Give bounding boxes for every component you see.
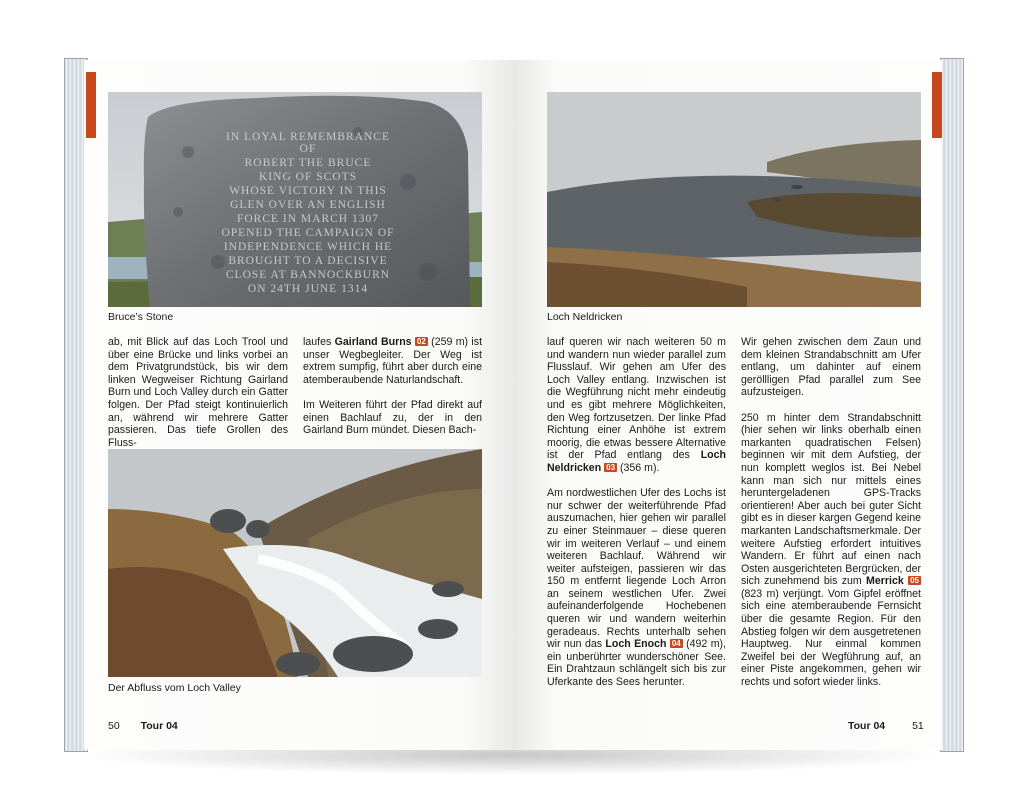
- right-column-2: [741, 336, 921, 701]
- inscription-line: BROUGHT TO A DECISIVE: [228, 255, 388, 267]
- page-number: 51: [912, 720, 924, 732]
- caption-bruces-stone: Bruce’s Stone: [108, 311, 174, 323]
- waypoint-badge: 02: [416, 337, 426, 346]
- photo-loch-neldricken: [547, 92, 921, 307]
- waypoint-badge: 05: [910, 576, 919, 586]
- bruces-stone-illustration: [108, 92, 482, 307]
- inscription-line: ON 24TH JUNE 1314: [247, 283, 369, 295]
- waypoint-name: Loch Enoch: [605, 638, 667, 651]
- chapter-tab-left: [86, 72, 96, 138]
- running-title: Tour 04: [848, 720, 886, 732]
- photo-loch-valley-outflow: [108, 449, 482, 677]
- chapter-tab-right: [932, 72, 942, 138]
- inscription-line: GLEN OVER AN ENGLISH: [230, 199, 386, 211]
- running-title: Tour 04: [140, 720, 178, 732]
- paragraph: lauf queren wir nach weiteren 50 m und wandern nun wieder parallel zum Flusslauf. Wir gehen am Ufer des Loch Valley entlang. Inzwischen ist die Wegführung nicht mehr eindeutig und es gibt mehrere Möglichkeiten, den Weg fortzusetzen. Der linke Pfad Richtung einer Anhöhe ist extrem moorig, die etwas bessere Alternative ist der Pfad entlang des Loch Neldricken 03 (356 m).: [547, 336, 726, 474]
- paragraph: 250 m hinter dem Strandabschnitt (hier sehen wir links oberhalb einen markanten quadratischen Felsen) beginnen wir mit dem Aufstieg, der nun komplett weglos ist. Bei Nebel kann man sich nur mittels eines heruntergeladenen GPS-Tracks orientieren! Aber auch bei guter Sicht gibt es in dieser kargen Gegend keine markanten Landschaftsmerkmale. Der weitere Aufstieg erfordert intuitives Wandern. Er führt auf einen nach Osten ausgerichteten Bergrücken, der sich zunehmend bis zum Merrick 05 (823 m) verjüngt. Vom Gipfel eröffnet sich eine atemberaubende Fernsicht über die gesamte Region. Für den Abstieg folgen wir dem ausgetretenen Hauptweg. Nur einmal kommen Zweifel bei der Wegführung auf, an einer Piste angekommen, gehen wir rechts und sofort wieder links.: [741, 411, 921, 689]
- footer-left: [108, 720, 178, 732]
- waypoint-name: Gairland Burns: [334, 336, 412, 348]
- book-edge-right: [940, 58, 964, 752]
- left-column-2: [303, 336, 482, 449]
- caption-loch-neldricken: Loch Neldricken: [547, 311, 623, 323]
- caption-loch-valley-outflow: Der Abfluss vom Loch Valley: [108, 682, 241, 694]
- waypoint-name: Loch Neldricken: [547, 449, 726, 474]
- inscription-line: INDEPENDENCE WHICH HE: [223, 241, 393, 253]
- inscription-line: OPENED THE CAMPAIGN OF: [221, 227, 395, 239]
- photo-bruces-stone: [108, 92, 482, 307]
- paragraph: Im Weiteren führt der Pfad direkt auf einen Bachlauf zu, der in den Gairland Burn mündet. Diesen Bach-: [303, 398, 482, 437]
- paragraph: Wir gehen zwischen dem Zaun und dem kleinen Strandabschnitt am Ufer entlang, um dahinter auf einem geröllligen Pfad parallel zum See aufzusteigen.: [741, 336, 921, 399]
- loch-illustration: [547, 92, 921, 307]
- waypoint-badge: 03: [606, 462, 616, 472]
- right-column-1: [547, 336, 726, 701]
- inscription-line: ROBERT THE BRUCE: [244, 157, 372, 169]
- inscription-line: OF: [299, 143, 317, 155]
- inscription-line: IN LOYAL REMEMBRANCE: [226, 131, 390, 143]
- paragraph: laufes Gairland Burns 02 (259 m) ist unser Wegbegleiter. Der Weg ist extrem sumpfig, führt aber durch eine atemberaubende Naturlandschaft.: [303, 336, 483, 386]
- waypoint-name: Merrick: [866, 575, 904, 588]
- inscription-line: KING OF SCOTS: [259, 171, 357, 183]
- page-number: 50: [108, 720, 120, 732]
- waterfall-illustration: [108, 449, 482, 677]
- left-column-1: [108, 336, 288, 462]
- footer-right: [848, 720, 924, 732]
- waypoint-badge: 04: [671, 639, 681, 649]
- paragraph: Am nordwestlichen Ufer des Lochs ist nur schwer der weiterführende Pfad auszumachen, hier gehen wir parallel zu einer Steinmauer – diese queren wir im weiteren Verlauf – und einem weiteren Bachlauf. Während wir weiter aufsteigen, passieren wir das 150 m entfernt liegende Loch Arron an seinem westlichen Ufer. Zwei aufeinanderfolgende Hochebenen queren wir und wandern weiterhin geradeaus. Rechts unterhalb sehen wir nun das Loch Enoch 04 (492 m), ein unberührter wunderschöner See. Ein Drahtzaun schlängelt sich bis zur Uferkante des Sees herunter.: [547, 487, 726, 689]
- inscription-line: WHOSE VICTORY IN THIS: [229, 185, 387, 197]
- paragraph: ab, mit Blick auf das Loch Trool und über eine Brücke und links vorbei an dem Privatgrundstück, bis wir dem linken Wegweiser Richtung Gairland Burn und Loch Valley durch ein Gatter folgen. Der Pfad steigt kontinuierlich an, während wir mehrere Gatter passieren. Das tiefe Grollen des Fluss-: [108, 336, 288, 449]
- inscription-line: CLOSE AT BANNOCKBURN: [225, 269, 391, 281]
- inscription-line: FORCE IN MARCH 1307: [236, 213, 380, 225]
